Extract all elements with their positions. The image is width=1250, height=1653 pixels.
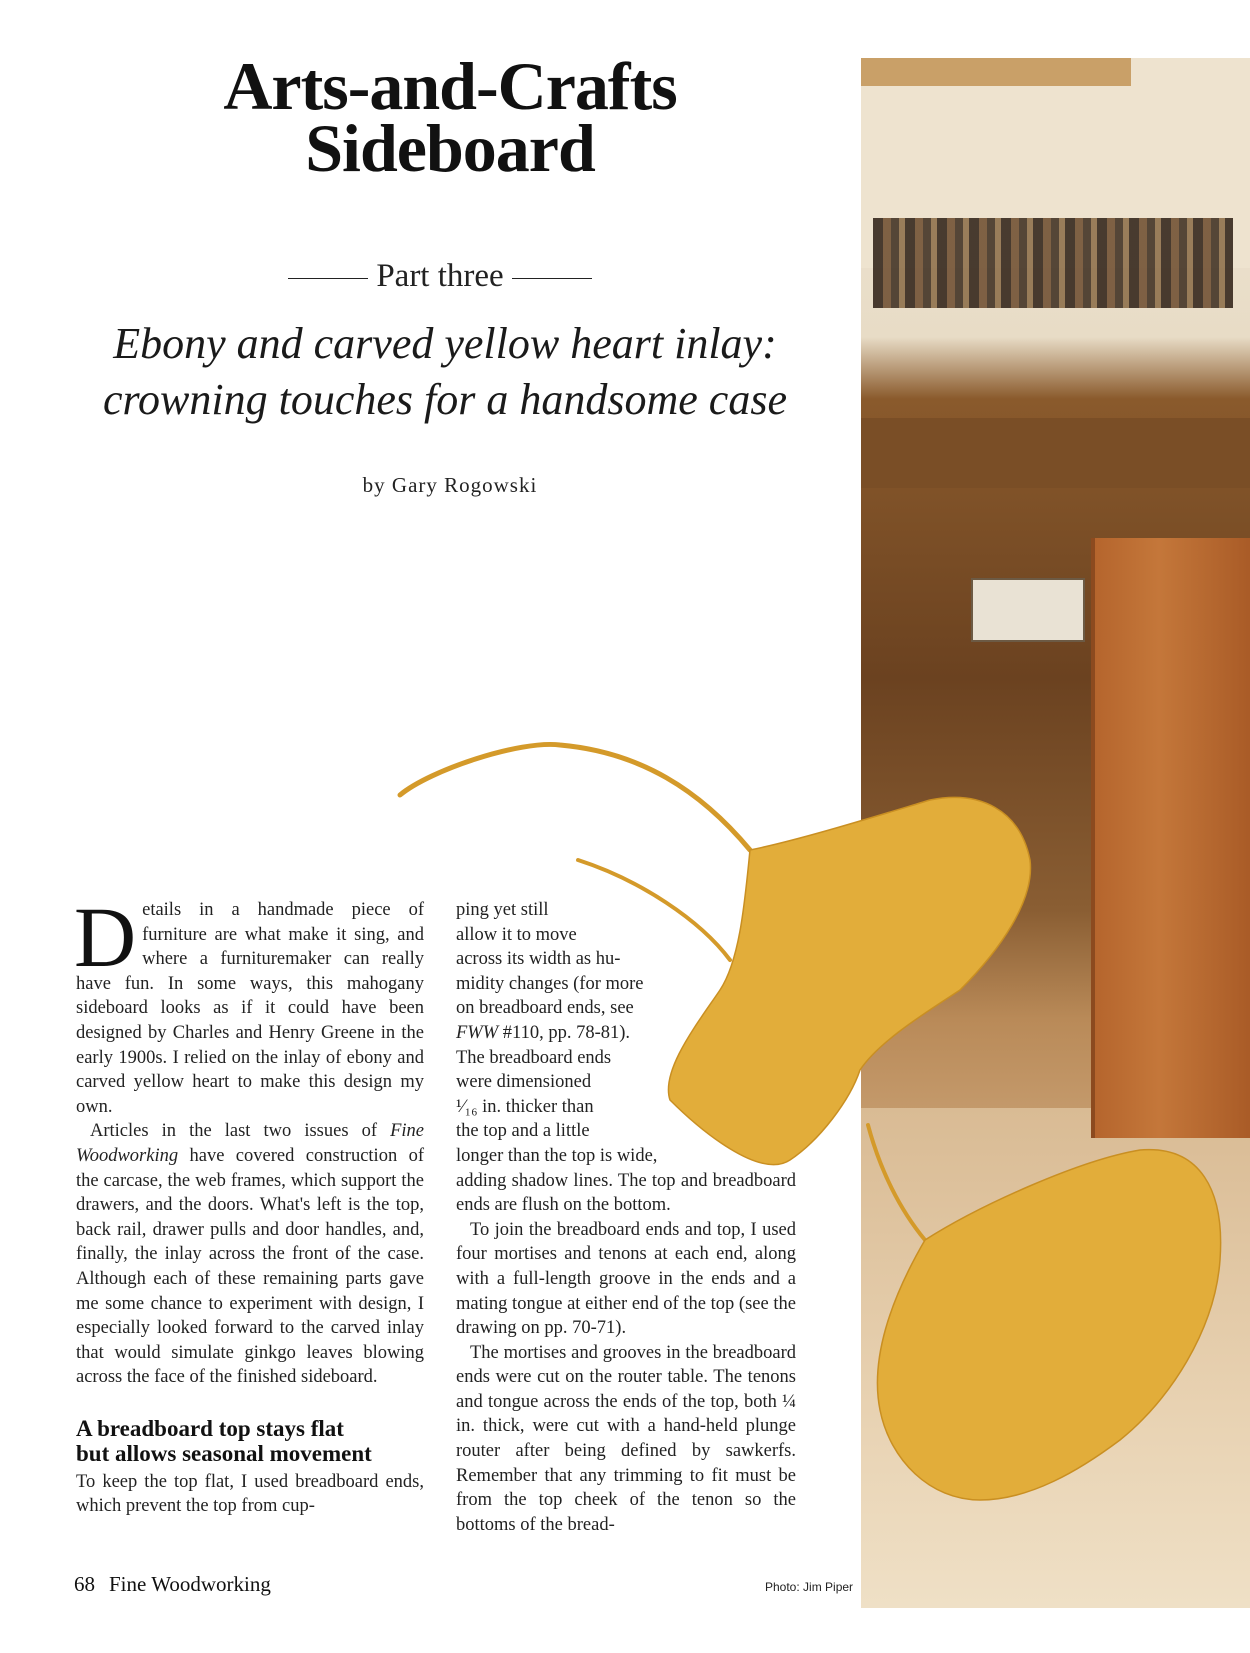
- drop-cap: D: [74, 889, 137, 985]
- line: the top and a little: [456, 1121, 590, 1142]
- paragraph-articles-start: Articles in the last two issues of: [90, 1121, 391, 1142]
- photo-workbench: [861, 418, 1250, 488]
- paragraph-breadboard: To keep the top flat, I used breadboard ends, which prevent the top from cup-: [76, 1471, 424, 1517]
- paragraph-intro: [74, 889, 424, 1119]
- paragraph-mortises: To join the breadboard ends and top, I used four mortises and tenons at each end, along with a full-length groove in the ends and a mating tongue at either end of the top (see the drawing on pp. 70-71).: [456, 1219, 796, 1339]
- ginkgo-stem-upper: [400, 744, 750, 850]
- paragraph-router: The mortises and grooves in the breadboard ends were cut on the router table. The tenons and tongue across the ends of the top, both ¼ in. thick, were cut with a hand-held plunge router after being defined by sawkerfs. Remember that any trimming to fit must be from the top cheek of the tenon so the bottoms of the bread-: [456, 1342, 796, 1535]
- section-heading: [76, 1416, 424, 1466]
- body-column-2: [456, 898, 808, 1537]
- line: allow it to move: [456, 924, 577, 945]
- fww-abbrev-italic: FWW: [456, 1022, 499, 1043]
- byline: by Gary Rogowski: [362, 473, 538, 497]
- body-column-1: [74, 889, 424, 1519]
- part-label: [280, 258, 600, 295]
- line: were dimensioned: [456, 1072, 592, 1093]
- section-heading-line-2: but allows seasonal movement: [76, 1440, 372, 1466]
- photo-shelf: [861, 58, 1131, 86]
- paragraph-intro-text: etails in a handmade piece of furniture are what make it sing, and where a furnituremaker can really have fun. In some ways, this mahogany sideboard looks as if it could have been designed by Charles and Henry Greene in the early 1900s. I relied on the inlay of ebony and carved yellow heart to make this design my own.: [76, 900, 424, 1117]
- photo-box: [971, 578, 1085, 642]
- photo-floor: [861, 1108, 1250, 1608]
- title-line-1: Arts-and-Crafts: [223, 48, 677, 124]
- part-rule-right: [512, 278, 592, 279]
- line: on breadboard ends, see: [456, 998, 634, 1019]
- paragraph-shadow-lines: adding shadow lines. The top and breadboard ends are flush on the bottom.: [456, 1170, 796, 1216]
- photo-credit: Photo: Jim Piper: [765, 1580, 854, 1594]
- part-text: Part three: [376, 258, 504, 294]
- page-number: 68: [74, 1572, 95, 1596]
- article-subtitle: [90, 316, 800, 428]
- fww-citation: #110, pp. 78-81).: [498, 1022, 631, 1043]
- paragraph-articles-rest: have covered construction of the carcase, the web frames, which support the drawers, and the doors. What's left is the top, back rail, drawer pulls and door handles, and, finally, the inlay across the front of the case. Although each of these remaining parts gave me some chance to experiment with design, I especially looked forward to the carved inlay that would simulate ginkgo leaves blowing across the face of the finished sideboard.: [76, 1145, 424, 1388]
- section-heading-line-1: A breadboard top stays flat: [76, 1415, 344, 1441]
- photo-sideboard: [1091, 538, 1250, 1138]
- title-line-2: Sideboard: [305, 110, 595, 186]
- article-title: [150, 48, 750, 186]
- page-folio: [74, 1572, 271, 1597]
- line: ping yet still: [456, 900, 549, 920]
- line: across its width as hu-: [456, 949, 621, 970]
- workshop-photo: [861, 58, 1250, 1608]
- line: [456, 1021, 808, 1046]
- part-rule-left: [288, 278, 368, 279]
- subtitle-line-2: crowning touches for a handsome case: [103, 375, 787, 424]
- line: midity changes (for more: [456, 973, 644, 994]
- column-2-wrapped-lines: [456, 898, 808, 1169]
- line: longer than the top is wide,: [456, 1145, 658, 1166]
- line: ¹⁄₁₆ in. thicker than: [456, 1096, 594, 1117]
- magazine-title: Fine Woodworking: [109, 1572, 271, 1596]
- photo-tool-rack: [873, 218, 1233, 308]
- line: The breadboard ends: [456, 1047, 612, 1068]
- paragraph-articles: [76, 1119, 424, 1390]
- subtitle-line-1: Ebony and carved yellow heart inlay:: [113, 319, 777, 368]
- magazine-name-italic: Fine Woodworking: [76, 1121, 424, 1166]
